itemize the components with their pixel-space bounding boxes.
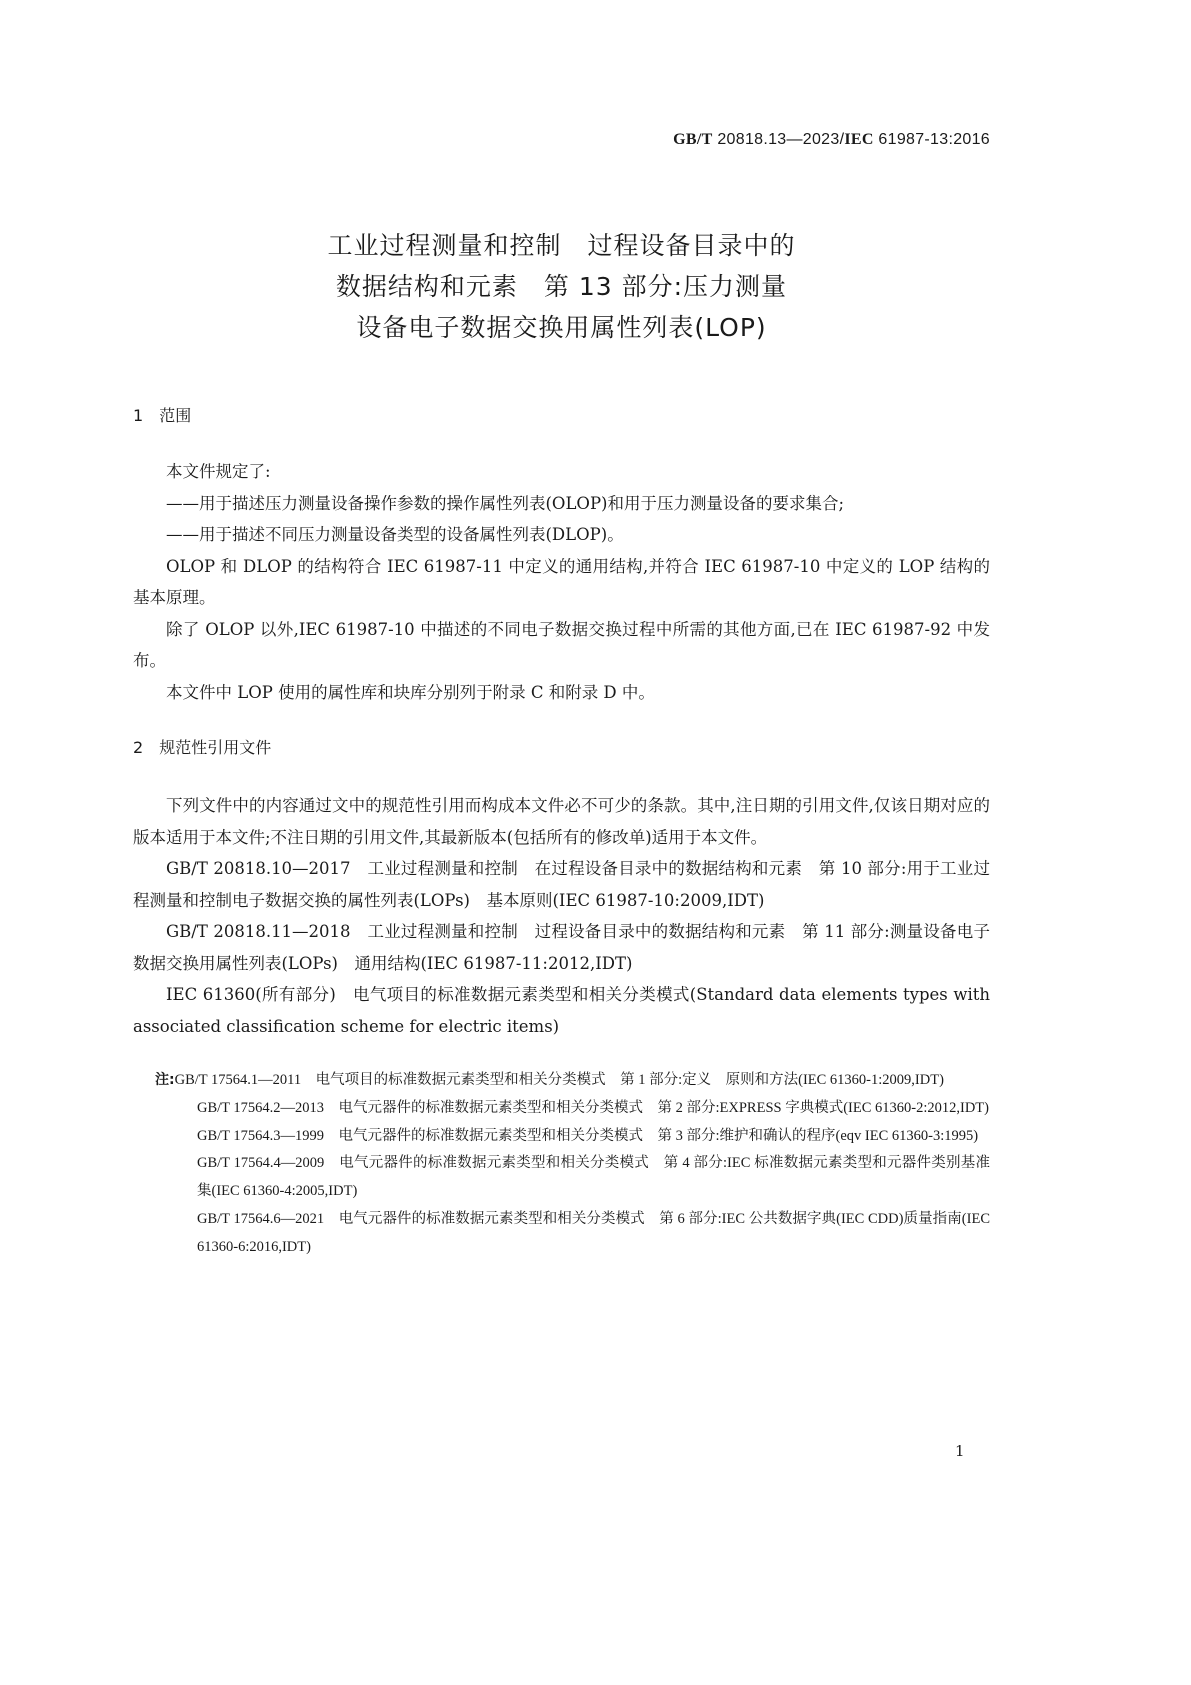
- reference-item: GB/T 20818.10—2017 工业过程测量和控制 在过程设备目录中的数据结构和元素 第 10 部分:用于工业过程测量和控制电子数据交换的属性列表(LOPs) 基本原则(IEC 61987-10:2009,IDT): [133, 859, 990, 910]
- section-scope-body: [133, 456, 990, 708]
- title-line: 数据结构和元素 第 13 部分:压力测量: [335, 272, 788, 301]
- title-line: 设备电子数据交换用属性列表(LOP): [356, 313, 767, 342]
- page-number: 1: [955, 1442, 965, 1460]
- document-header-standard-number: [673, 131, 990, 149]
- note-item: [155, 1067, 990, 1095]
- note-item: GB/T 17564.2—2013 电气元器件的标准数据元素类型和相关分类模式 第 2 部分:EXPRESS 字典模式(IEC 61360-2:2012,IDT): [197, 1099, 989, 1116]
- section-title: 规范性引用文件: [159, 738, 272, 757]
- document-title: [133, 225, 990, 348]
- paragraph: OLOP 和 DLOP 的结构符合 IEC 61987-11 中定义的通用结构,并符合 IEC 61987-10 中定义的 LOP 结构的基本原理。: [133, 556, 990, 607]
- paragraph: 下列文件中的内容通过文中的规范性引用而构成本文件必不可少的条款。其中,注日期的引用文件,仅该日期对应的版本适用于本文件;不注日期的引用文件,其最新版本(包括所有的修改单)适用于本文件。: [133, 796, 990, 847]
- section-title: 范围: [159, 406, 192, 425]
- section-number: 2: [133, 738, 144, 757]
- list-item: ——用于描述不同压力测量设备类型的设备属性列表(DLOP)。: [166, 525, 624, 544]
- paragraph: 本文件规定了:: [166, 462, 271, 481]
- reference-item: GB/T 20818.11—2018 工业过程测量和控制 过程设备目录中的数据结构和元素 第 11 部分:测量设备电子数据交换用属性列表(LOPs) 通用结构(IEC 61987-11:2012,IDT): [133, 922, 990, 973]
- std-prefix: GB/T: [673, 131, 713, 148]
- note-item: GB/T 17564.4—2009 电气元器件的标准数据元素类型和相关分类模式 第 4 部分:IEC 标准数据元素类型和元器件类别基准集(IEC 61360-4:2005,IDT): [197, 1155, 990, 1200]
- paragraph: 本文件中 LOP 使用的属性库和块库分别列于附录 C 和附录 D 中。: [166, 682, 655, 702]
- title-line: 工业过程测量和控制 过程设备目录中的: [327, 231, 796, 260]
- section-number: 1: [133, 406, 144, 425]
- note-label: 注:: [155, 1072, 175, 1088]
- std-number: 20818.13—2023/: [712, 131, 845, 148]
- paragraph: 除了 OLOP 以外,IEC 61987-10 中描述的不同电子数据交换过程中所需的其他方面,已在 IEC 61987-92 中发布。: [133, 619, 990, 670]
- section-heading-scope: [133, 403, 207, 426]
- section-heading-normative-references: [133, 735, 287, 758]
- reference-item: IEC 61360(所有部分) 电气项目的标准数据元素类型和相关分类模式(Standard data elements types with associated classification scheme for electric items): [133, 985, 990, 1036]
- reference-notes: [155, 1067, 990, 1262]
- note-text: GB/T 17564.1—2011 电气项目的标准数据元素类型和相关分类模式 第 1 部分:定义 原则和方法(IEC 61360-1:2009,IDT): [174, 1072, 944, 1088]
- section-references-body: [133, 790, 990, 1042]
- list-item: ——用于描述压力测量设备操作参数的操作属性列表(OLOP)和用于压力测量设备的要求集合;: [166, 493, 845, 513]
- note-item: GB/T 17564.3—1999 电气元器件的标准数据元素类型和相关分类模式 第 3 部分:维护和确认的程序(eqv IEC 61360-3:1995): [197, 1127, 979, 1144]
- note-item: GB/T 17564.6—2021 电气元器件的标准数据元素类型和相关分类模式 第 6 部分:IEC 公共数据字典(IEC CDD)质量指南(IEC 61360-6:2016,IDT): [197, 1210, 990, 1255]
- iec-number: 61987-13:2016: [873, 131, 990, 148]
- iec-prefix: IEC: [844, 131, 874, 148]
